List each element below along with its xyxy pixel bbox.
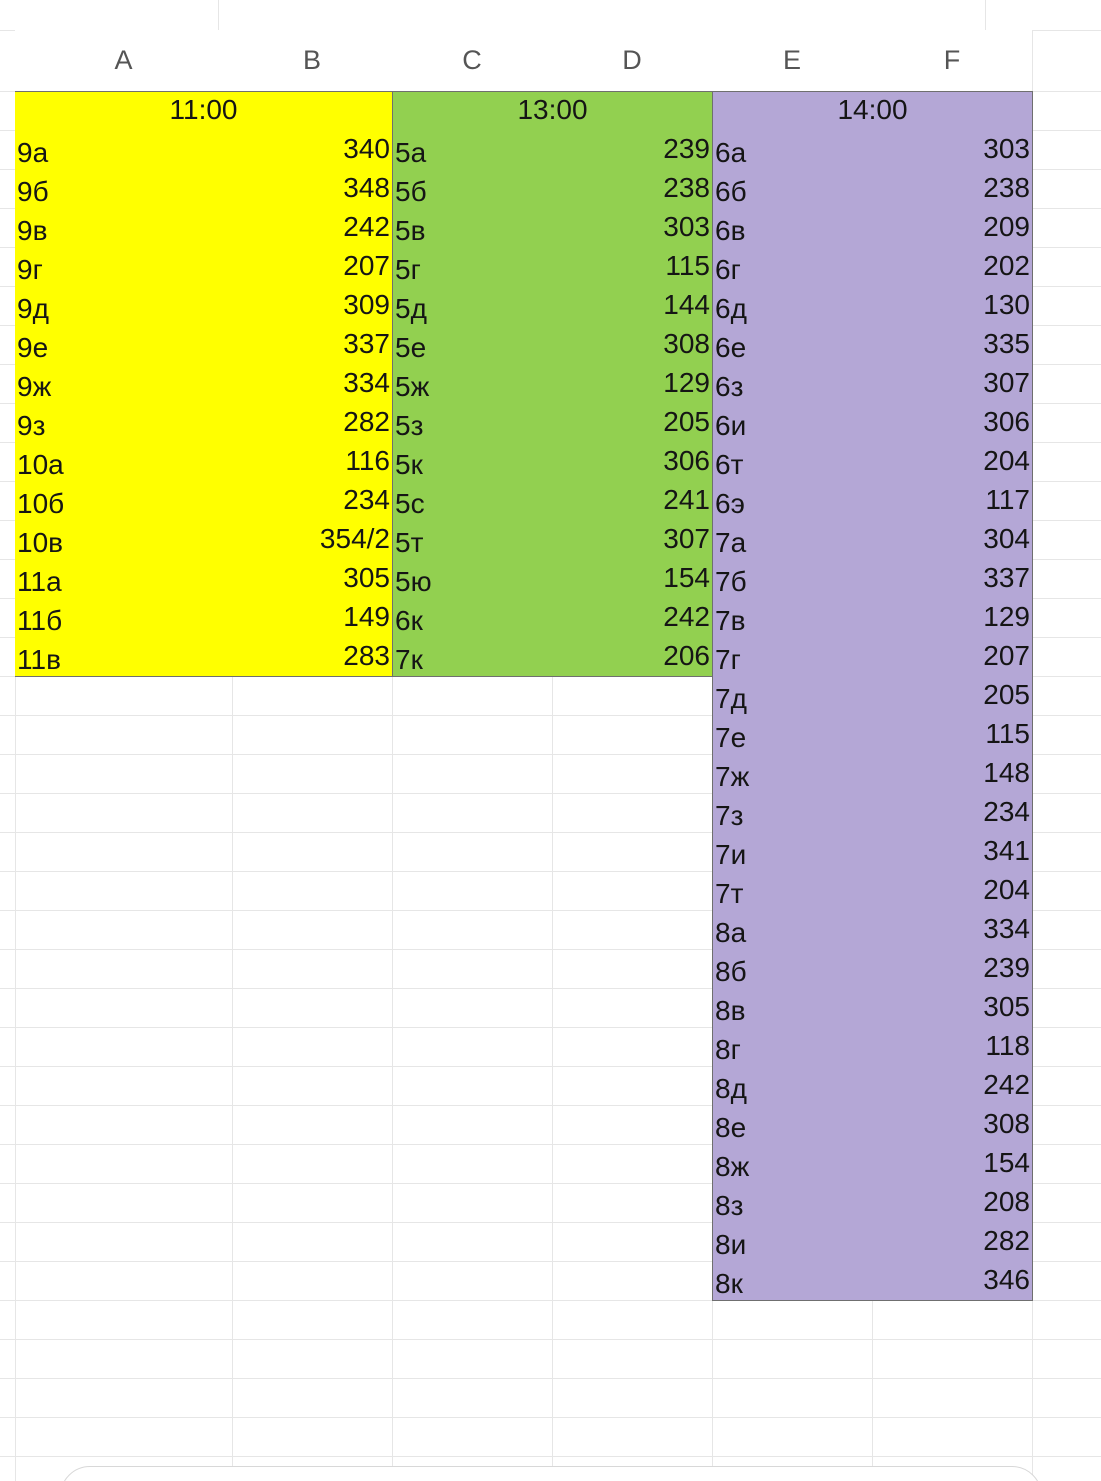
room-number-cell[interactable]: 242 bbox=[232, 208, 393, 248]
room-number-cell[interactable]: 130 bbox=[872, 286, 1033, 326]
gridline-horizontal bbox=[0, 1378, 1101, 1379]
class-name-cell[interactable]: 6а bbox=[712, 130, 873, 170]
room-number-cell[interactable]: 239 bbox=[872, 949, 1033, 989]
room-number-cell[interactable]: 204 bbox=[872, 871, 1033, 911]
room-number-cell[interactable]: 206 bbox=[552, 637, 713, 677]
class-name-cell[interactable]: 7г bbox=[712, 637, 873, 677]
class-name-cell[interactable]: 5ю bbox=[392, 559, 553, 599]
class-name-cell[interactable]: 5б bbox=[392, 169, 553, 209]
class-name-cell[interactable]: 6э bbox=[712, 481, 873, 521]
room-number-cell[interactable]: 337 bbox=[232, 325, 393, 365]
time-header-cell[interactable]: 13:00 bbox=[392, 91, 713, 131]
class-name-cell[interactable]: 5с bbox=[392, 481, 553, 521]
room-number-cell[interactable]: 115 bbox=[872, 715, 1033, 755]
gridline-horizontal bbox=[0, 1339, 1101, 1340]
class-name-cell[interactable]: 8в bbox=[712, 988, 873, 1028]
room-number-cell[interactable]: 148 bbox=[872, 754, 1033, 794]
column-header-a[interactable]: A bbox=[15, 30, 232, 91]
class-name-cell[interactable]: 8и bbox=[712, 1222, 873, 1262]
room-number-cell[interactable]: 116 bbox=[232, 442, 393, 482]
room-number-cell[interactable]: 239 bbox=[552, 130, 713, 170]
column-header-e[interactable]: E bbox=[712, 30, 872, 91]
column-header-f[interactable]: F bbox=[872, 30, 1032, 91]
class-name-cell[interactable]: 9в bbox=[15, 208, 233, 248]
class-name-cell[interactable]: 11а bbox=[15, 559, 233, 599]
room-number-cell[interactable]: 335 bbox=[872, 325, 1033, 365]
class-name-cell[interactable]: 7б bbox=[712, 559, 873, 599]
room-number-cell[interactable]: 348 bbox=[232, 169, 393, 209]
class-name-cell[interactable]: 7а bbox=[712, 520, 873, 560]
class-name-cell[interactable]: 6в bbox=[712, 208, 873, 248]
class-name-cell[interactable]: 8г bbox=[712, 1027, 873, 1067]
room-number-cell[interactable]: 208 bbox=[872, 1183, 1033, 1223]
room-number-cell[interactable]: 238 bbox=[872, 169, 1033, 209]
class-name-cell[interactable]: 8е bbox=[712, 1105, 873, 1145]
class-name-cell[interactable]: 7в bbox=[712, 598, 873, 638]
room-number-cell[interactable]: 307 bbox=[872, 364, 1033, 404]
column-header-b[interactable]: B bbox=[232, 30, 392, 91]
room-number-cell[interactable]: 117 bbox=[872, 481, 1033, 521]
room-number-cell[interactable]: 282 bbox=[232, 403, 393, 443]
room-number-cell[interactable]: 154 bbox=[872, 1144, 1033, 1184]
class-name-cell[interactable]: 6и bbox=[712, 403, 873, 443]
room-number-cell[interactable]: 303 bbox=[552, 208, 713, 248]
room-number-cell[interactable]: 241 bbox=[552, 481, 713, 521]
class-name-cell[interactable]: 8б bbox=[712, 949, 873, 989]
gridline-vertical bbox=[218, 0, 219, 30]
class-name-cell[interactable]: 7к bbox=[392, 637, 553, 677]
room-number-cell[interactable]: 334 bbox=[872, 910, 1033, 950]
class-name-cell[interactable]: 5ж bbox=[392, 364, 553, 404]
room-number-cell[interactable]: 207 bbox=[232, 247, 393, 287]
class-name-cell[interactable]: 5а bbox=[392, 130, 553, 170]
class-name-cell[interactable]: 8ж bbox=[712, 1144, 873, 1184]
class-name-cell[interactable]: 5к bbox=[392, 442, 553, 482]
class-name-cell[interactable]: 5г bbox=[392, 247, 553, 287]
class-name-cell[interactable]: 6б bbox=[712, 169, 873, 209]
time-header-cell[interactable]: 14:00 bbox=[712, 91, 1033, 131]
gridline-horizontal bbox=[0, 1417, 1101, 1418]
class-name-cell[interactable]: 6к bbox=[392, 598, 553, 638]
class-name-cell[interactable]: 10б bbox=[15, 481, 233, 521]
room-number-cell[interactable]: 309 bbox=[232, 286, 393, 326]
room-number-cell[interactable]: 305 bbox=[232, 559, 393, 599]
class-name-cell[interactable]: 6г bbox=[712, 247, 873, 287]
class-name-cell[interactable]: 8з bbox=[712, 1183, 873, 1223]
room-number-cell[interactable]: 340 bbox=[232, 130, 393, 170]
room-number-cell[interactable]: 305 bbox=[872, 988, 1033, 1028]
class-name-cell[interactable]: 9г bbox=[15, 247, 233, 287]
class-name-cell[interactable]: 6т bbox=[712, 442, 873, 482]
room-number-cell[interactable]: 238 bbox=[552, 169, 713, 209]
class-name-cell[interactable]: 6д bbox=[712, 286, 873, 326]
class-name-cell[interactable]: 8к bbox=[712, 1261, 873, 1301]
class-name-cell[interactable]: 5в bbox=[392, 208, 553, 248]
class-name-cell[interactable]: 9д bbox=[15, 286, 233, 326]
room-number-cell[interactable]: 209 bbox=[872, 208, 1033, 248]
gridline-vertical bbox=[985, 0, 986, 30]
room-number-cell[interactable]: 308 bbox=[552, 325, 713, 365]
class-name-cell[interactable]: 7и bbox=[712, 832, 873, 872]
room-number-cell[interactable]: 154 bbox=[552, 559, 713, 599]
room-number-cell[interactable]: 149 bbox=[232, 598, 393, 638]
class-name-cell[interactable]: 5з bbox=[392, 403, 553, 443]
room-number-cell[interactable]: 234 bbox=[232, 481, 393, 521]
room-number-cell[interactable]: 144 bbox=[552, 286, 713, 326]
room-number-cell[interactable]: 334 bbox=[232, 364, 393, 404]
room-number-cell[interactable]: 304 bbox=[872, 520, 1033, 560]
class-name-cell[interactable]: 7т bbox=[712, 871, 873, 911]
room-number-cell[interactable]: 205 bbox=[552, 403, 713, 443]
class-name-cell[interactable]: 11в bbox=[15, 637, 233, 677]
class-name-cell[interactable]: 6з bbox=[712, 364, 873, 404]
room-number-cell[interactable]: 282 bbox=[872, 1222, 1033, 1262]
class-name-cell[interactable]: 7е bbox=[712, 715, 873, 755]
class-name-cell[interactable]: 10в bbox=[15, 520, 233, 560]
time-header-cell[interactable]: 11:00 bbox=[15, 91, 393, 131]
class-name-cell[interactable]: 9е bbox=[15, 325, 233, 365]
room-number-cell[interactable]: 242 bbox=[872, 1066, 1033, 1106]
room-number-cell[interactable]: 115 bbox=[552, 247, 713, 287]
room-number-cell[interactable]: 308 bbox=[872, 1105, 1033, 1145]
class-name-cell[interactable]: 9з bbox=[15, 403, 233, 443]
class-name-cell[interactable]: 9б bbox=[15, 169, 233, 209]
room-number-cell[interactable]: 337 bbox=[872, 559, 1033, 599]
class-name-cell[interactable]: 7ж bbox=[712, 754, 873, 794]
gridline-horizontal bbox=[0, 1456, 1101, 1457]
class-name-cell[interactable]: 10а bbox=[15, 442, 233, 482]
class-name-cell[interactable]: 7д bbox=[712, 676, 873, 716]
class-name-cell[interactable]: 5т bbox=[392, 520, 553, 560]
class-name-cell[interactable]: 6е bbox=[712, 325, 873, 365]
bottom-toolbar[interactable] bbox=[60, 1466, 1042, 1481]
room-number-cell[interactable]: 204 bbox=[872, 442, 1033, 482]
room-number-cell[interactable]: 283 bbox=[232, 637, 393, 677]
room-number-cell[interactable]: 207 bbox=[872, 637, 1033, 677]
class-name-cell[interactable]: 9ж bbox=[15, 364, 233, 404]
room-number-cell[interactable]: 202 bbox=[872, 247, 1033, 287]
room-number-cell[interactable]: 242 bbox=[552, 598, 713, 638]
room-number-cell[interactable]: 341 bbox=[872, 832, 1033, 872]
class-name-cell[interactable]: 8д bbox=[712, 1066, 873, 1106]
room-number-cell[interactable]: 303 bbox=[872, 130, 1033, 170]
room-number-cell[interactable]: 307 bbox=[552, 520, 713, 560]
class-name-cell[interactable]: 5д bbox=[392, 286, 553, 326]
room-number-cell[interactable]: 129 bbox=[872, 598, 1033, 638]
column-header-c[interactable]: C bbox=[392, 30, 552, 91]
room-number-cell[interactable]: 118 bbox=[872, 1027, 1033, 1067]
class-name-cell[interactable]: 5е bbox=[392, 325, 553, 365]
room-number-cell[interactable]: 129 bbox=[552, 364, 713, 404]
class-name-cell[interactable]: 11б bbox=[15, 598, 233, 638]
room-number-cell[interactable]: 234 bbox=[872, 793, 1033, 833]
room-number-cell[interactable]: 354/2 bbox=[232, 520, 393, 560]
room-number-cell[interactable]: 306 bbox=[552, 442, 713, 482]
class-name-cell[interactable]: 7з bbox=[712, 793, 873, 833]
class-name-cell[interactable]: 9а bbox=[15, 130, 233, 170]
room-number-cell[interactable]: 205 bbox=[872, 676, 1033, 716]
room-number-cell[interactable]: 346 bbox=[872, 1261, 1033, 1301]
column-header-d[interactable]: D bbox=[552, 30, 712, 91]
class-name-cell[interactable]: 8а bbox=[712, 910, 873, 950]
room-number-cell[interactable]: 306 bbox=[872, 403, 1033, 443]
